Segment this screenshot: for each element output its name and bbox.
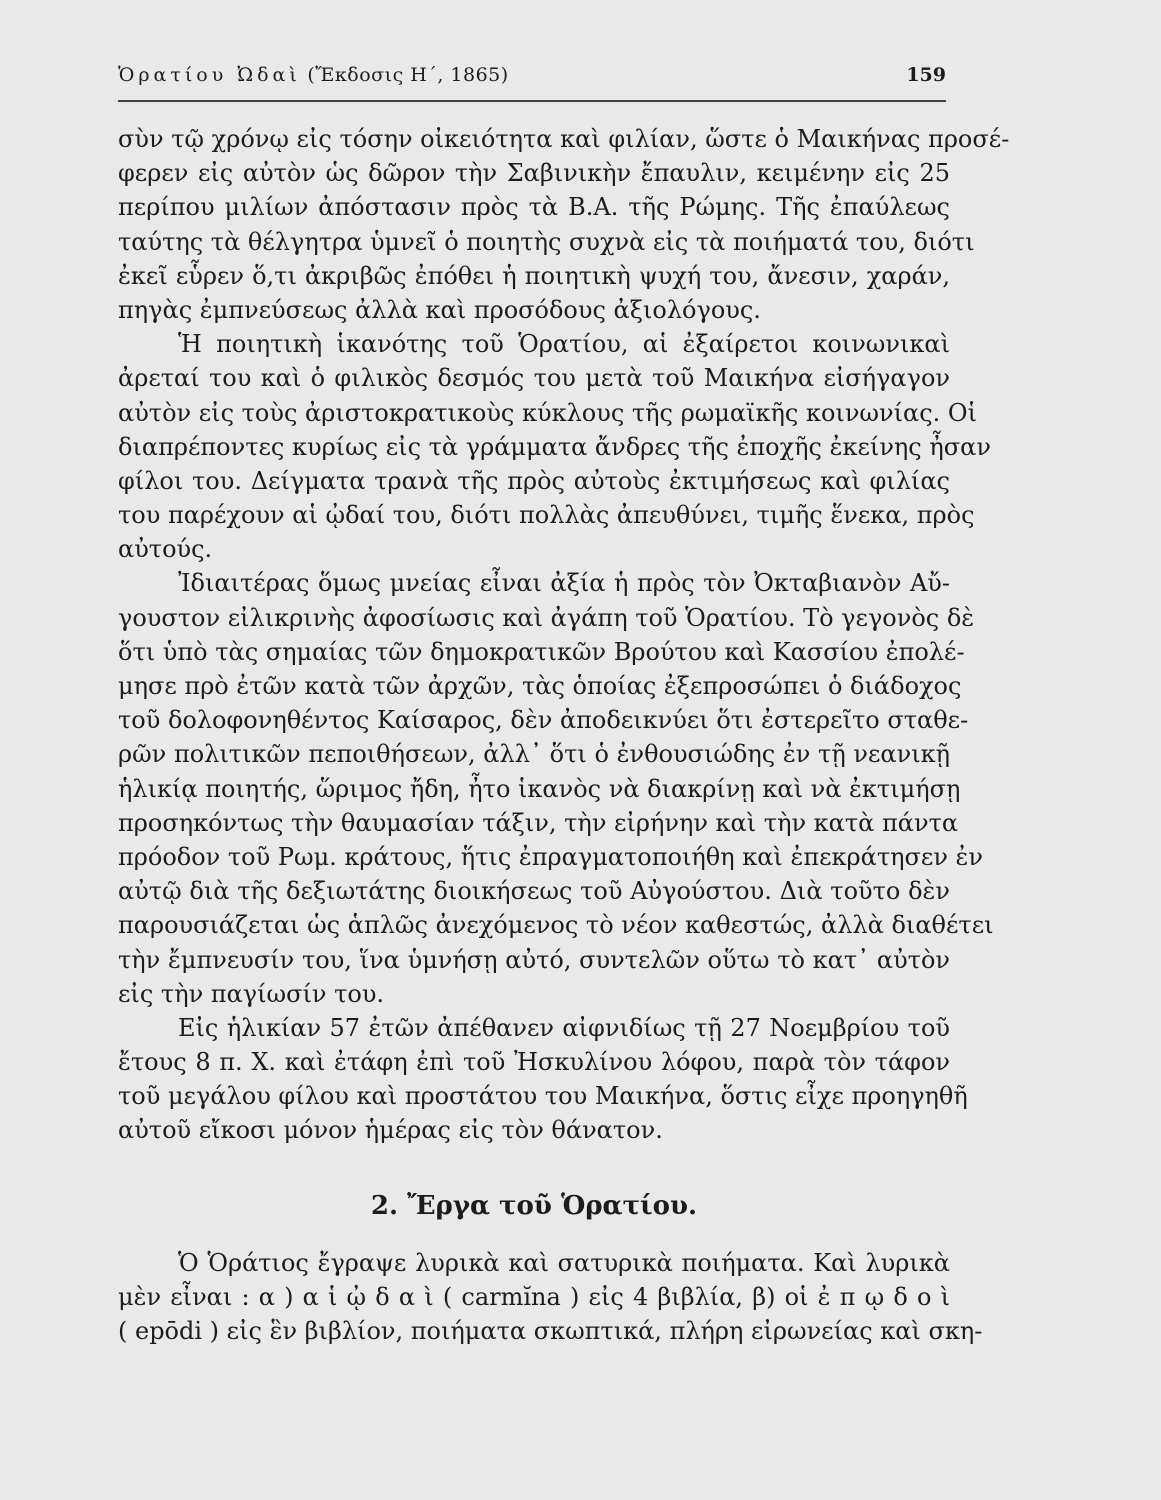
text-line: πρόοδον τοῦ Ρωμ. κράτους, ἥτις ἐπραγματοποιήθη καὶ ἐπεκράτησεν ἐν (118, 842, 984, 871)
text-line: μὲν εἶναι : α ) α ἱ ᾠ δ α ὶ ( carmĭna ) εἰς 4 βιβλία, β) οἱ ἐ π ῳ δ ο ὶ (118, 1282, 950, 1311)
text-line: Ἡ ποιητικὴ ἱκανότης τοῦ Ὁρατίου, αἱ ἐξαίρετοι κοινωνικαὶ (178, 330, 950, 359)
text-line: περίπου μιλίων ἀπόστασιν πρὸς τὰ Β.Α. τῆς Ρώμης. Τῆς ἐπαύλεως (118, 193, 950, 222)
text-line: Εἰς ἡλικίαν 57 ἐτῶν ἀπέθανεν αἰφνιδίως τῇ 27 Νοεμβρίου τοῦ (178, 1013, 950, 1042)
paragraph-4 (118, 1011, 968, 1148)
text-line: εἰς τὴν παγίωσίν του. (118, 979, 385, 1008)
body-text (118, 122, 1010, 1348)
text-line: αὐτῷ διὰ τῆς δεξιωτάτης διοικήσεως τοῦ Αὐγούστου. Διὰ τοῦτο δὲν (118, 877, 950, 906)
text-line: Ἰδιαιτέρας ὅμως μνείας εἶναι ἀξία ἡ πρὸς τὸν Ὀκταβιανὸν Αὔ- (178, 569, 950, 598)
paragraph-2 (118, 327, 991, 566)
text-line: Ὁ Ὁράτιος ἔγραψε λυρικὰ καὶ σατυρικὰ ποιήματα. Καὶ λυρικὰ (178, 1248, 950, 1277)
text-line: ἔτους 8 π. Χ. καὶ ἐτάφη ἐπὶ τοῦ Ἠσκυλίνου λόφου, παρὰ τὸν τάφον (118, 1048, 950, 1077)
paragraph-5 (118, 1246, 983, 1349)
text-line: γουστον εἰλικρινὴς ἀφοσίωσις καὶ ἀγάπη τοῦ Ὁρατίου. Τὸ γεγονὸς δὲ (118, 603, 975, 632)
text-line: αὐτοῦ εἴκοσι μόνον ἡμέρας εἰς τὸν θάνατον. (118, 1116, 663, 1145)
text-line: παρουσιάζεται ὡς ἁπλῶς ἀνεχόμενος τὸ νέον καθεστώς, ἀλλὰ διαθέτει (118, 911, 994, 940)
running-head-title (118, 64, 509, 86)
paragraph-3 (118, 566, 994, 1010)
text-line: ἀρεταί του καὶ ὁ φιλικὸς δεσμός του μετὰ τοῦ Μαικήνα εἰσήγαγον (118, 364, 950, 393)
running-header (118, 62, 946, 102)
text-line: αὐτούς. (118, 535, 213, 564)
text-line: πηγὰς ἐμπνεύσεως ἀλλὰ καὶ προσόδους ἀξιολόγους. (118, 295, 761, 324)
text-line: τοῦ δολοφονηθέντος Καίσαρος, δὲν ἀποδεικνύει ὅτι ἐστερεῖτο σταθε- (118, 706, 969, 735)
text-line: ρῶν πολιτικῶν πεποιθήσεων, ἀλλ᾿ ὅτι ὁ ἐνθουσιώδης ἐν τῇ νεανικῇ (118, 740, 950, 769)
text-line: ταύτης τὰ θέλγητρα ὑμνεῖ ὁ ποιητὴς συχνὰ εἰς τὰ ποιήματά του, διότι (118, 227, 975, 256)
text-line: του παρέχουν αἱ ᾠδαί του, διότι πολλὰς ἀπευθύνει, τιμῆς ἕνεκα, πρὸς (118, 501, 975, 530)
text-line: ἡλικίᾳ ποιητής, ὥριμος ἤδη, ἦτο ἱκανὸς νὰ διακρίνῃ καὶ νὰ ἐκτιμήσῃ (118, 774, 961, 803)
text-line: τοῦ μεγάλου φίλου καὶ προστάτου του Μαικήνα, ὅστις εἶχε προηγηθῆ (118, 1082, 968, 1111)
text-line: διαπρέποντες κυρίως εἰς τὰ γράμματα ἄνδρες τῆς ἐποχῆς ἐκείνης ἦσαν (118, 432, 991, 461)
paragraph-1 (118, 122, 1010, 327)
text-line: τὴν ἔμπνευσίν του, ἵνα ὑμνήσῃ αὐτό, συντελῶν οὕτω τὸ κατ᾿ αὐτὸν (118, 945, 950, 974)
running-head-title-main: Ὁρατίου Ὠδαὶ (118, 64, 301, 86)
text-line: προσηκόντως τὴν θαυμασίαν τάξιν, τὴν εἰρήνην καὶ τὴν κατὰ πάντα (118, 808, 959, 837)
text-line: ὅτι ὑπὸ τὰς σημαίας τῶν δημοκρατικῶν Βρούτου καὶ Κασσίου ἐπολέ- (118, 637, 965, 666)
text-line: ἐκεῖ εὗρεν ὅ,τι ἀκριβῶς ἐπόθει ἡ ποιητικὴ ψυχή του, ἄνεσιν, χαράν, (118, 261, 950, 290)
text-line: αὐτὸν εἰς τοὺς ἀριστοκρατικοὺς κύκλους τῆς ρωμαϊκῆς κοινωνίας. Οἱ (118, 398, 977, 427)
text-line: σὺν τῷ χρόνῳ εἰς τόσην οἰκειότητα καὶ φιλίαν, ὥστε ὁ Μαικήνας προσέ- (118, 125, 1010, 153)
running-head-title-edition: (Ἔκδοσις Η΄, 1865) (300, 64, 509, 86)
text-line: φερεν εἰς αὐτὸν ὡς δῶρον τὴν Σαβινικὴν ἔπαυλιν, κειμένην εἰς 25 (118, 159, 950, 188)
page-number: 159 (906, 64, 946, 86)
text-line: μησε πρὸ ἐτῶν κατὰ τῶν ἀρχῶν, τὰς ὁποίας ἐξεπροσώπει ὁ διάδοχος (118, 672, 962, 700)
text-line: φίλοι του. Δείγματα τρανὰ τῆς πρὸς αὐτοὺς ἐκτιμήσεως καὶ φιλίας (118, 466, 950, 495)
text-line: ( epōdi ) εἰς ἓν βιβλίον, ποιήματα σκωπτικά, πλήρη εἰρωνείας καὶ σκη- (118, 1317, 983, 1345)
section-heading: 2. Ἔργα τοῦ Ὁρατίου. (370, 1190, 698, 1221)
